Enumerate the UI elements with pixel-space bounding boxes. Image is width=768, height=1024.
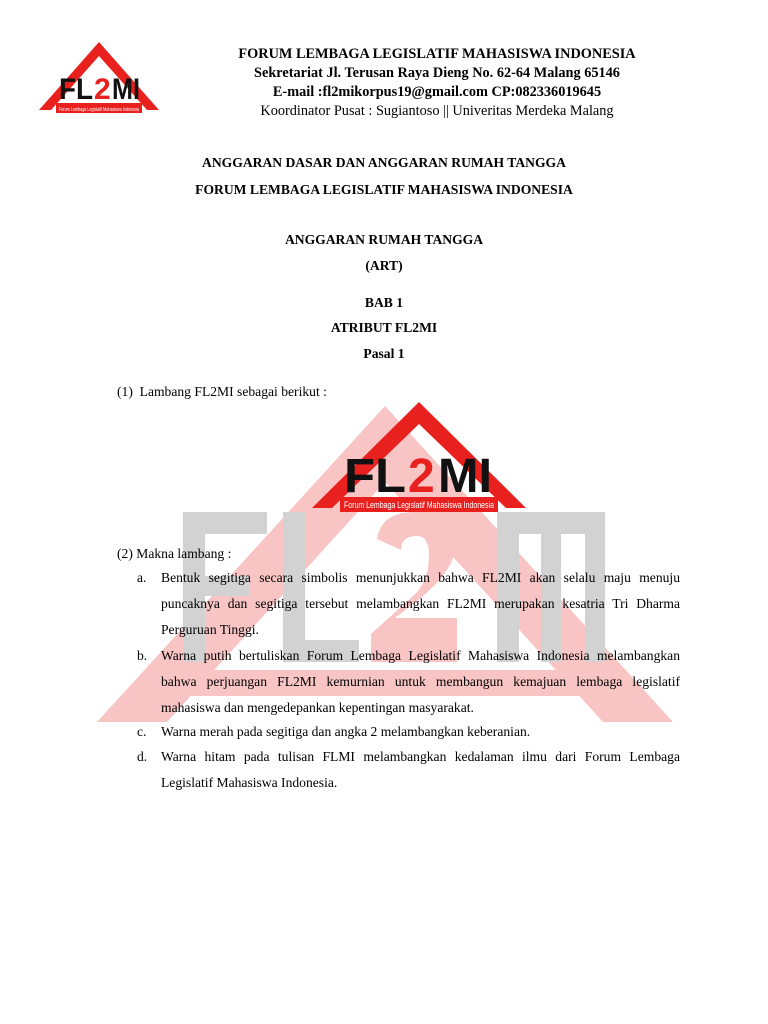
fl2mi-logo [38,40,160,116]
document-title: ANGGARAN DASAR DAN ANGGARAN RUMAH TANGGA [202,155,566,170]
document-subtitle: FORUM LEMBAGA LEGISLATIF MAHASISWA INDONESIA [195,182,573,197]
org-name: FORUM LEMBAGA LEGISLATIF MAHASISWA INDONESIA [238,46,636,62]
svg-text:MI: MI [112,73,140,106]
svg-text:MI: MI [438,450,492,503]
chapter-title: ATRIBUT FL2MI [330,320,438,335]
list-item [137,643,680,721]
coordinator: Koordinator Pusat : Sugiantoso || Univeritas Merdeka Malang [260,103,614,119]
list-item-text: Warna merah pada segitiga dan angka 2 melambangkan keberanian. [161,724,531,739]
svg-text:FL: FL [344,450,406,503]
list-item-text: Warna putih bertuliskan Forum Lembaga Legislatif Mahasiswa Indonesia melambangkan bahwa perjuangan FL2MI kemurnian untuk membangun kemajuan lembaga legislatif mahasiswa dan mengedepankan kepentingan masyarakat. [161,648,680,715]
chapter-heading: BAB 1 [364,295,404,310]
section-title: ANGGARAN RUMAH TANGGA [284,232,484,247]
clause-1: (1) Lambang FL2MI sebagai berikut : [117,384,327,399]
list-item [137,565,680,643]
contact: E-mail :fl2mikorpus19@gmail.com CP:082336019645 [272,84,602,100]
svg-text:2: 2 [408,450,435,503]
list-item-text: Warna hitam pada tulisan FLMI melambangkan kedalaman ilmu dari Forum Lembaga Legislatif Mahasiswa Indonesia. [161,749,680,790]
svg-text:Forum Lembaga Legislatif Mahas: Forum Lembaga Legislatif Mahasiswa Indonesia [59,107,140,113]
address: Sekretariat Jl. Terusan Raya Dieng No. 62-64 Malang 65146 [254,65,620,81]
clause-2: (2) Makna lambang : [117,546,232,561]
fl2mi-logo-large [310,400,528,516]
svg-text:Forum Lembaga Legislatif Mahas: Forum Lembaga Legislatif Mahasiswa Indonesia [344,500,494,510]
letterhead [172,45,702,121]
list-item-label: d. [137,749,148,764]
list-item-label: b. [137,648,148,663]
svg-text:2: 2 [94,73,111,106]
list-item-text: Bentuk segitiga secara simbolis menunjukkan bahwa FL2MI akan selalu maju menuju puncaknya dan segitiga tersebut melambangkan FL2MI merupakan kesatria Tri Dharma Perguruan Tinggi. [161,570,680,637]
article-heading: Pasal 1 [363,346,405,361]
list-item [137,744,680,796]
list-item [137,719,680,745]
section-abbr: (ART) [365,258,403,273]
list-item-label: c. [137,724,147,739]
svg-text:FL: FL [59,73,93,106]
list-item-label: a. [137,570,147,585]
